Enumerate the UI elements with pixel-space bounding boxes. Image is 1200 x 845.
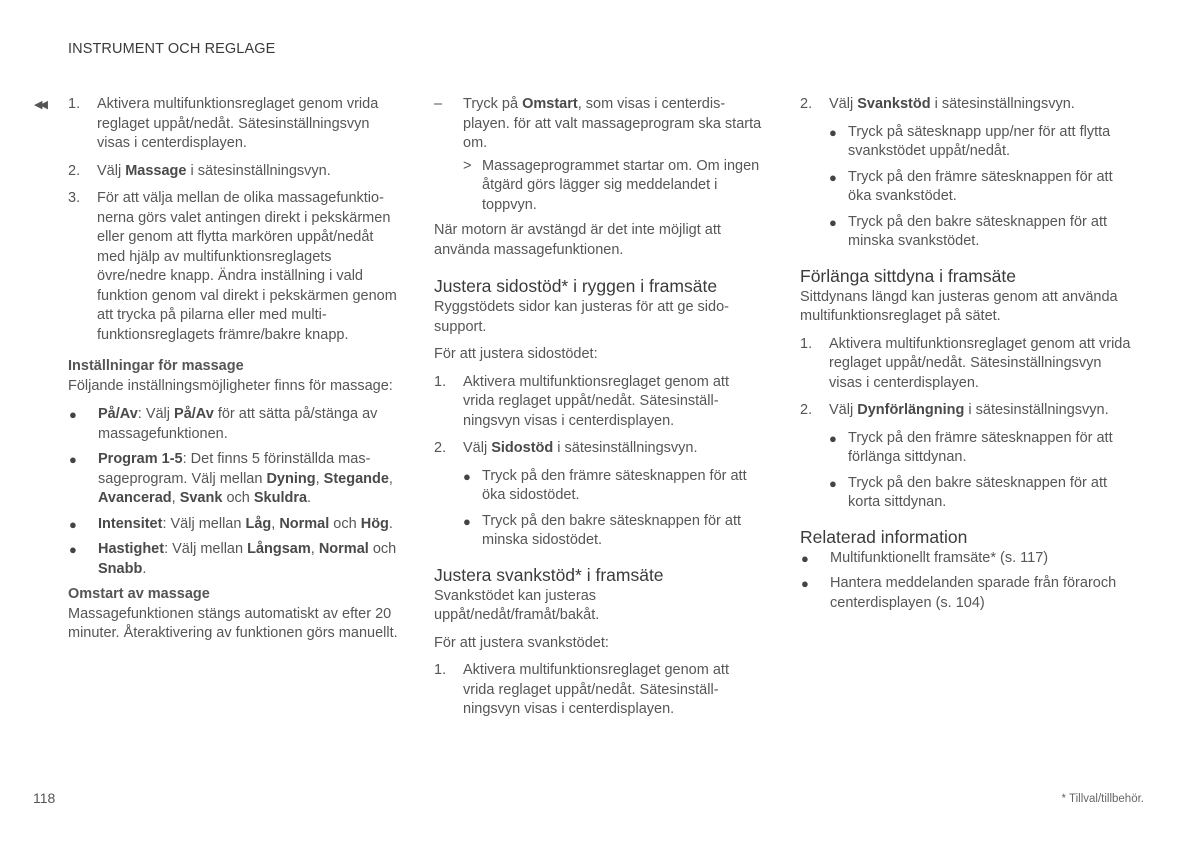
- lumbar-support-heading: Justera svankstöd* i framsäte: [434, 564, 664, 585]
- side-step-1: [434, 373, 764, 432]
- sub-bullet: [463, 467, 764, 506]
- text: ,: [315, 470, 324, 487]
- bullet-text: Tryck på den bakre sätesknappen för att minska sidostödet.: [482, 512, 741, 548]
- menu-term: Massage: [125, 162, 187, 179]
- text: , som visas i centerdisplayen. för att valt massageprogram ska starta om.: [463, 96, 762, 151]
- step-number: 1.: [434, 662, 447, 678]
- bullet-text: [98, 405, 398, 444]
- bullet-text: [98, 450, 398, 509]
- bullet-icon: ●: [801, 576, 809, 591]
- text: : Det finns 5 förinställda massageprogram. Välj mellan: [98, 451, 371, 487]
- term: Intensitet: [98, 515, 163, 532]
- lumbar-step-1: [434, 661, 764, 720]
- text: .: [388, 515, 393, 532]
- sub-bullet: [829, 474, 1135, 513]
- related-info-heading: Relaterad information: [800, 526, 968, 547]
- term: Hastighet: [98, 541, 165, 557]
- menu-term: Omstart: [522, 96, 578, 112]
- column-2: [434, 95, 764, 728]
- action-text: [463, 95, 764, 154]
- seat-cushion-intro: Sittdynans längd kan justeras genom att använda multifunktionsreglaget på sätet.: [800, 288, 1118, 324]
- bullet-icon: ●: [463, 513, 471, 529]
- step-number: 1.: [68, 96, 81, 112]
- option: Avancerad: [98, 490, 172, 506]
- column-1: [68, 95, 398, 652]
- lumbar-support-lead: För att justera svankstödet:: [434, 634, 609, 651]
- text: för att sätta på/stänga av massagefunktionen.: [98, 406, 378, 442]
- text: Välj: [463, 440, 492, 456]
- text: i sätesinställningsvyn.: [186, 162, 331, 179]
- restart-massage-text: Massagefunktionen stängs automatiskt av efter 20 minuter. Återaktivering av funktionen görs manuellt.: [68, 605, 398, 641]
- text: : Välj mellan: [164, 541, 248, 557]
- side-sub-bullets: [463, 467, 764, 551]
- massage-settings-intro: Följande inställningsmöjligheter finns för massage:: [68, 377, 393, 394]
- option: Hög: [360, 515, 389, 532]
- step-number: 2.: [800, 402, 813, 418]
- menu-term: Dynförlängning: [857, 402, 965, 418]
- setting-on-off: [68, 405, 398, 444]
- step-number: 2.: [434, 440, 447, 456]
- option: Svank: [179, 490, 223, 506]
- bullet-icon: ●: [69, 407, 77, 422]
- option: Normal: [279, 515, 330, 532]
- sub-bullet: [463, 512, 764, 551]
- text: Välj: [829, 402, 858, 418]
- option: Dyning: [266, 470, 316, 487]
- text: och: [222, 490, 254, 506]
- step-text: [463, 439, 764, 459]
- bullet-icon: ●: [463, 468, 471, 484]
- massage-settings-heading: Inställningar för massage: [68, 358, 244, 374]
- sub-bullet: [829, 213, 1135, 252]
- restart-action: [434, 95, 764, 154]
- related-link-text[interactable]: Multifunktionellt framsäte* (s. 117): [830, 549, 1049, 566]
- lumbar-step-2: [800, 95, 1135, 115]
- sub-bullet: [829, 429, 1135, 468]
- text: ,: [171, 490, 180, 506]
- text: i sätesinställningsvyn.: [553, 440, 698, 456]
- result-text: Massageprogrammet startar om. Om ingen åtgärd görs lägger sig meddelandet i toppvyn.: [482, 157, 760, 213]
- text: Välj: [829, 96, 858, 112]
- step-number: 1.: [800, 335, 813, 352]
- menu-term: Svankstöd: [857, 96, 931, 112]
- step-text: [829, 95, 1135, 115]
- text: och: [368, 541, 397, 557]
- text: : Välj mellan: [162, 515, 246, 532]
- term: Program 1-5: [98, 451, 183, 467]
- dash-icon: –: [434, 96, 443, 112]
- bullet-icon: ●: [801, 550, 809, 566]
- bullet-text: Tryck på den främre sätesknappen för att öka svankstödet.: [848, 168, 1113, 204]
- menu-term: Sidostöd: [491, 440, 554, 456]
- text: : Välj: [137, 406, 175, 422]
- setting-intensity: [68, 515, 398, 535]
- engine-off-note: När motorn är avstängd är det inte möjligt att använda massagefunktionen.: [434, 222, 721, 258]
- bullet-text: Tryck på sätesknapp upp/ner för att flytta svankstödet uppåt/nedåt.: [848, 123, 1111, 159]
- step-2: [68, 162, 398, 182]
- bullet-icon: ●: [829, 475, 837, 491]
- bullet-icon: ●: [829, 124, 837, 140]
- restart-massage-heading: Omstart av massage: [68, 586, 210, 602]
- step-text: [97, 162, 398, 182]
- step-text: Aktivera multifunktionsreglaget genom att vrida reglaget uppåt/nedåt. Sätesinställningsvyn visas i centerdisplayen.: [829, 335, 1131, 391]
- option: Stegande: [323, 470, 389, 487]
- page-number: 118: [33, 790, 56, 806]
- option: Långsam: [247, 541, 311, 557]
- text: Välj: [97, 162, 126, 179]
- related-link-text[interactable]: Hantera meddelanden sparade från föraroch centerdisplayen (s. 104): [830, 575, 1117, 611]
- column-3: [800, 95, 1135, 619]
- bullet-text: Tryck på den främre sätesknappen för att öka sidostödet.: [482, 467, 747, 503]
- related-link[interactable]: [800, 549, 1135, 569]
- text: i sätesinställningsvyn.: [930, 96, 1075, 112]
- term: På/Av: [174, 406, 214, 422]
- term: På/Av: [98, 406, 138, 422]
- option: Skuldra: [253, 490, 308, 506]
- sub-bullet: [829, 168, 1135, 207]
- bullet-icon: ●: [829, 169, 837, 185]
- bullet-icon: ●: [69, 516, 77, 532]
- related-link[interactable]: [800, 574, 1135, 613]
- side-support-heading: Justera sidostöd* i ryggen i framsäte: [434, 276, 718, 296]
- step-1: [68, 95, 398, 154]
- step-text: För att välja mellan de olika massagefunktionerna görs valet antingen direkt i pekskärmen eller genom att flytta markören uppåt/nedåt med hjälp av multifunktionsreglagets övre/nedre knapp. Ändra inställning i vald funktion genom val direkt i pekskärmen genom att trycka på pilarna eller med multifunktionsreglagets främre/bakre knapp.: [97, 190, 397, 343]
- step-text: Aktivera multifunktionsreglaget genom att vrida reglaget uppåt/nedåt. Sätesinställningsvyn visas i centerdisplayen.: [463, 662, 729, 717]
- step-number: 3.: [68, 190, 81, 206]
- continued-marker-icon: ◀◀: [34, 99, 45, 111]
- step-text: Aktivera multifunktionsreglaget genom att vrida reglaget uppåt/nedåt. Sätesinställningsvyn visas i centerdisplayen.: [463, 373, 729, 429]
- text: .: [307, 490, 312, 506]
- cushion-step-2: [800, 401, 1135, 421]
- setting-program: [68, 450, 398, 509]
- text: Tryck på: [463, 96, 523, 112]
- text: ,: [310, 541, 319, 557]
- option: Snabb: [98, 560, 143, 577]
- text: i sätesinställningsvyn.: [964, 402, 1109, 418]
- step-number: 2.: [68, 162, 81, 179]
- text: .: [142, 560, 147, 577]
- text: och: [329, 515, 361, 532]
- cushion-step-1: [800, 335, 1135, 394]
- step-text: [829, 401, 1135, 421]
- text: ,: [271, 515, 280, 532]
- bullet-icon: ●: [69, 452, 77, 467]
- cushion-sub-bullets: [829, 429, 1135, 513]
- step-text: Aktivera multifunktionsreglaget genom vrida reglaget uppåt/nedåt. Sätesinställningsvyn visas i centerdisplayen.: [97, 96, 379, 151]
- bullet-icon: ●: [829, 214, 837, 230]
- bullet-text: [98, 540, 398, 579]
- step-3: [68, 189, 398, 345]
- restart-result: [463, 157, 764, 216]
- setting-speed: [68, 540, 398, 579]
- side-support-intro: Ryggstödets sidor kan justeras för att ge sidosupport.: [434, 299, 729, 335]
- step-number: 2.: [800, 96, 813, 112]
- footnote: * Tillval/tillbehör.: [1061, 793, 1144, 805]
- bullet-text: Tryck på den främre sätesknappen för att förlänga sittdynan.: [848, 429, 1113, 465]
- bullet-text: Tryck på den bakre sätesknappen för att minska svankstödet.: [848, 213, 1107, 249]
- text: ,: [388, 470, 393, 487]
- bullet-text: Tryck på den bakre sätesknappen för att korta sittdynan.: [848, 474, 1107, 510]
- step-number: 1.: [434, 373, 447, 390]
- seat-cushion-heading: Förlänga sittdyna i framsäte: [800, 265, 1016, 286]
- bullet-icon: ●: [69, 542, 77, 557]
- lumbar-sub-bullets: [829, 123, 1135, 252]
- bullet-icon: ●: [829, 430, 837, 446]
- side-support-lead: För att justera sidostödet:: [434, 346, 598, 362]
- page-header: INSTRUMENT OCH REGLAGE: [68, 41, 276, 57]
- bullet-text: [98, 515, 398, 535]
- result-arrow-icon: >: [463, 157, 472, 174]
- sub-bullet: [829, 123, 1135, 162]
- side-step-2: [434, 439, 764, 459]
- option: Låg: [245, 515, 272, 532]
- lumbar-support-intro: Svankstödet kan justeras uppåt/nedåt/framåt/bakåt.: [434, 587, 600, 623]
- option: Normal: [318, 541, 369, 557]
